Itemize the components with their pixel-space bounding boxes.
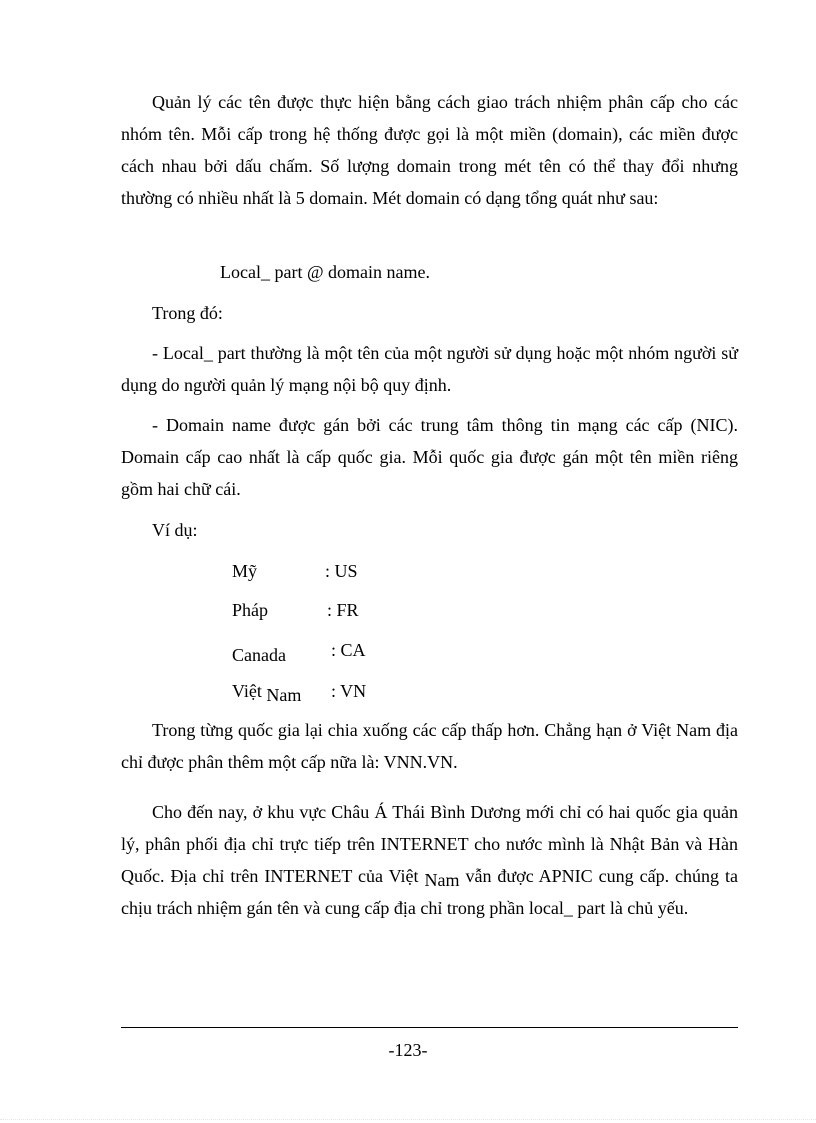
where-label: Trong đó: bbox=[152, 303, 223, 323]
country-code-ca: : CA bbox=[331, 640, 366, 660]
example-label: Ví dụ: bbox=[152, 520, 198, 540]
paragraph-domain-management: Quản lý các tên được thực hiện bằng cách giao trách nhiệm phân cấp cho các nhóm tên. Mỗi cấp trong hệ thống được gọi là một miền (domain), các miền được cách nhau bởi dấu chấm. Số lượng domain trong mét tên có thể thay đổi nhưng thường có nhiều nhất là 5 domain. Mét domain có dạng tổng quát như sau: bbox=[121, 92, 738, 208]
bullet-domain-name: - Domain name được gán bởi các trung tâm thông tin mạng các cấp (NIC). Domain cấp cao nhất là cấp quốc gia. Mỗi quốc gia được gán một tên miền riêng gồm hai chữ cái. bbox=[121, 415, 738, 499]
paragraph-internet-address-management bbox=[121, 796, 738, 924]
address-formula: Local_ part @ domain name. bbox=[220, 262, 431, 282]
country-name-vn bbox=[232, 680, 302, 705]
country-name-vn-part2: Nam bbox=[266, 685, 302, 705]
paragraph-3-after: vẫn được APNIC cung cấp. chúng ta chịu trách nhiệm gán tên và cung cấp địa chỉ trong phần local_ part là chủ yếu. bbox=[121, 866, 739, 918]
country-code-us: : US bbox=[325, 561, 358, 581]
paragraph-3-nam: Nam bbox=[424, 870, 460, 890]
country-name-vn-part1: Việt bbox=[232, 681, 262, 701]
page-bottom-border bbox=[0, 1119, 816, 1120]
page-number: -123- bbox=[388, 1040, 428, 1060]
country-name-fr: Pháp bbox=[232, 600, 268, 620]
footer-divider bbox=[121, 1027, 738, 1028]
bullet-local-part: - Local_ part thường là một tên của một người sử dụng hoặc một nhóm người sử dụng do người quản lý mạng nội bộ quy định. bbox=[121, 343, 738, 395]
country-code-vn: : VN bbox=[331, 681, 367, 701]
country-name-us: Mỹ bbox=[232, 561, 258, 581]
country-name-ca: Canada bbox=[232, 645, 286, 665]
paragraph-lower-levels: Trong từng quốc gia lại chia xuống các cấp thấp hơn. Chẳng hạn ở Việt Nam địa chỉ được phân thêm một cấp nữa là: VNN.VN. bbox=[121, 720, 738, 772]
paragraph-3-before: Cho đến nay, ở khu vực Châu Á Thái Bình Dương mới chỉ có hai quốc gia quản lý, phân phối địa chỉ trực tiếp trên INTERNET cho nước mình là Nhật Bản và Hàn Quốc. Địa chỉ trên INTERNET của Việt bbox=[121, 802, 738, 886]
country-code-fr: : FR bbox=[327, 600, 359, 620]
